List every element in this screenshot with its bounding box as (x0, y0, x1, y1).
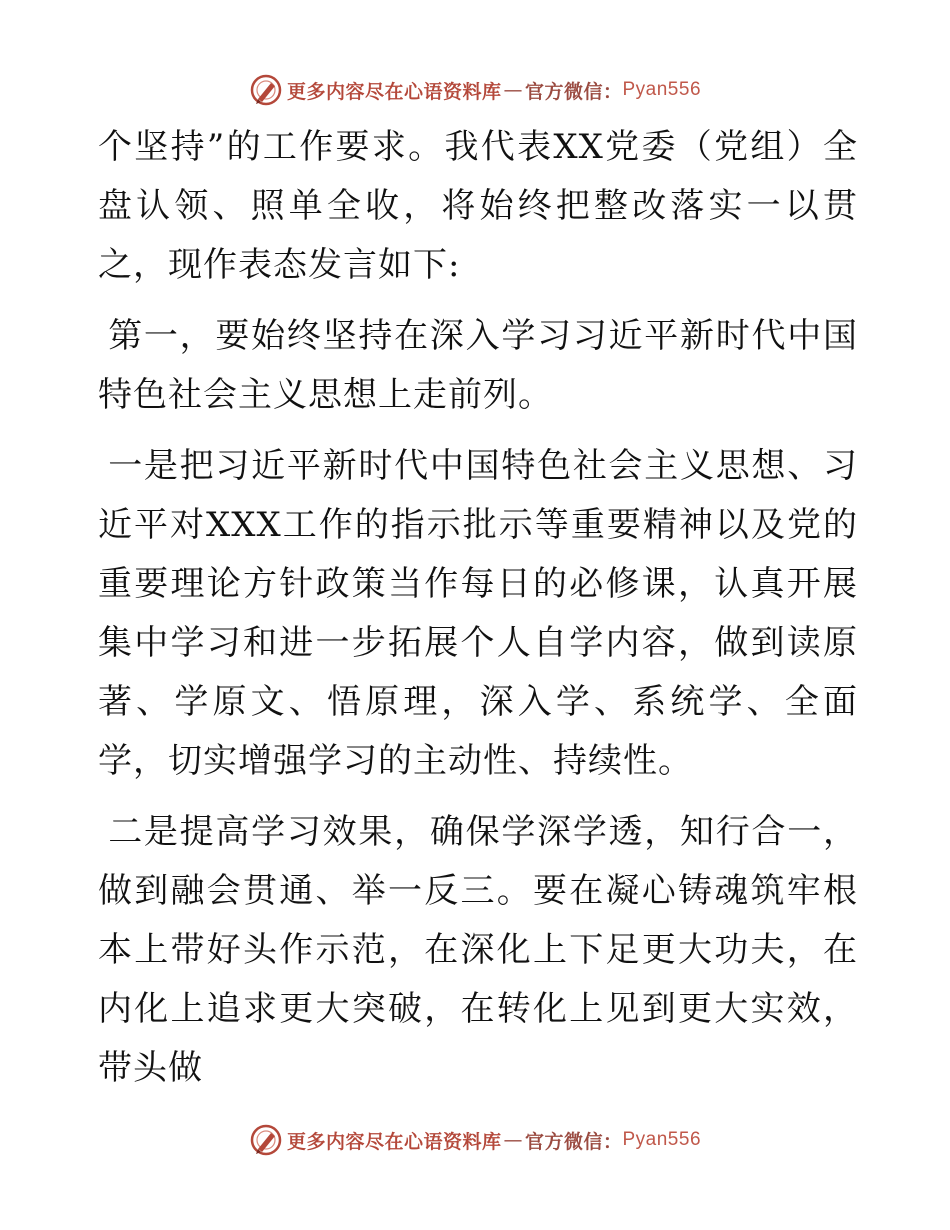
paragraph-item-two: 二是提高学习效果，确保学深学透，知行合一，做到融会贯通、举一反三。要在凝心铸魂筑牢根本上带好头作示范，在深化上下足更大功夫，在内化上追求更大突破，在转化上见到更大实效，带头做 (98, 812, 858, 1088)
paragraph-continuation: 个坚持”的工作要求。我代表XX党委（党组）全盘认领、照单全收，将始终把整改落实一以贯之，现作表态发言如下: (98, 127, 858, 285)
watermark-separator: — (503, 1129, 523, 1151)
watermark-wechat-id: Pyan556 (622, 79, 702, 100)
watermark-wechat-label: 官方微信： (524, 80, 623, 103)
watermark-wechat-label: 官方微信： (524, 1130, 623, 1153)
paragraph-first-point: 第一，要始终坚持在深入学习习近平新时代中国特色社会主义思想上走前列。 (98, 316, 858, 415)
document-body (98, 118, 858, 1110)
pen-circle-logo-icon (249, 1123, 283, 1157)
header-watermark (0, 70, 950, 110)
watermark-site-text: 更多内容尽在心语资料库 (286, 80, 502, 103)
footer-watermark (0, 1120, 950, 1160)
watermark-wechat-id: Pyan556 (622, 1129, 702, 1150)
paragraph-item-one: 一是把习近平新时代中国特色社会主义思想、习近平对XXX工作的指示批示等重要精神以及党的重要理论方针政策当作每日的必修课，认真开展集中学习和进一步拓展个人自学内容，做到读原著、学原文、悟原理，深入学、系统学、全面学，切实增强学习的主动性、持续性。 (98, 446, 858, 781)
pen-circle-logo-icon (249, 73, 283, 107)
watermark-separator: — (503, 79, 523, 101)
watermark-site-text: 更多内容尽在心语资料库 (286, 1130, 502, 1153)
